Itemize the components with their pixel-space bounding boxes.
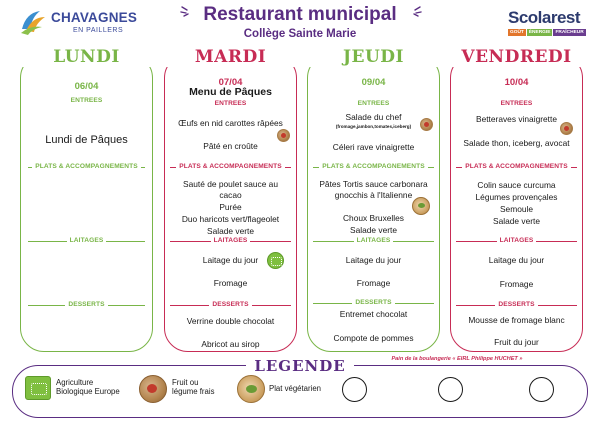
- fruit-icon: [139, 375, 167, 403]
- section-laitages: LAITAGES: [307, 237, 440, 244]
- bio-icon: [267, 252, 284, 269]
- holiday-label: Lundi de Pâques: [45, 134, 128, 146]
- logo-tag: FRAÎCHEUR: [555, 30, 584, 35]
- menu-item: Choux Bruxelles: [343, 213, 404, 223]
- fruit-icon: [420, 118, 433, 131]
- legend-title: LEGENDE: [246, 357, 354, 375]
- vegetarian-icon: [237, 375, 265, 403]
- section-desserts: DESSERTS: [20, 301, 153, 308]
- section-plats: PLATS & ACCOMPAGNEMENTS: [307, 163, 440, 170]
- special-menu-label: Menu de Pâques: [189, 86, 272, 98]
- menu-item: Fromage: [499, 279, 534, 289]
- page-title: Restaurant municipal: [203, 4, 397, 25]
- logo-tag: ÉNERGIE: [528, 30, 551, 35]
- logo-left-name: CHAVAGNES: [51, 10, 138, 25]
- legend-veg-label: Plat végétarien: [269, 384, 322, 393]
- menu-item: Salade verte: [349, 225, 398, 235]
- menu-item: Sauté de poulet sauce au: [183, 179, 278, 189]
- menu-item: cacao: [219, 190, 242, 200]
- menu-item: Pâtes Tortis sauce carbonara: [319, 179, 428, 189]
- day-date-lundi: 06/04: [74, 81, 99, 92]
- menu-item: Œufs en nid carottes râpées: [178, 118, 283, 128]
- menu-item: Verrine double chocolat: [186, 316, 275, 326]
- legend-fruit-label: Fruit ou légume frais: [172, 378, 215, 396]
- menu-item: Abricot au sirop: [201, 339, 260, 349]
- chavagnes-logo: [18, 6, 138, 42]
- menu-item: Salade du chef: [345, 112, 402, 122]
- section-desserts: DESSERTS: [307, 299, 440, 306]
- empty-circle-icon: [342, 377, 367, 402]
- menu-item: Mousse de fromage blanc: [468, 315, 565, 325]
- section-laitages: LAITAGES: [450, 237, 583, 244]
- day-date-mardi: 07/04: [218, 77, 243, 88]
- section-entrees: ENTREES: [164, 100, 297, 107]
- menu-item: Salade verte: [206, 226, 255, 236]
- menu-item: Céleri rave vinaigrette: [332, 142, 415, 152]
- day-name-mardi: MARDI: [164, 47, 297, 67]
- day-name-jeudi: JEUDI: [307, 47, 440, 67]
- menu-item: Fruit du jour: [494, 337, 539, 347]
- menu-item: Fromage: [356, 278, 391, 288]
- menu-item: Fromage: [213, 278, 248, 288]
- legend-bio-label: Agriculture Biologique Europe: [56, 378, 120, 396]
- page-subtitle: Collège Sainte Marie: [243, 28, 357, 40]
- menu-item: Entremet chocolat: [339, 309, 408, 319]
- section-plats: PLATS & ACCOMPAGNEMENTS: [164, 163, 297, 170]
- day-name-lundi: LUNDI: [20, 47, 153, 67]
- menu-item: Laitage du jour: [488, 255, 545, 265]
- section-entrees: ENTREES: [20, 97, 153, 104]
- logo-left-sub: EN PAILLERS: [73, 27, 124, 34]
- sparkle-left-icon: [180, 4, 194, 18]
- day-name-vendredi: VENDREDI: [450, 47, 583, 67]
- section-laitages: LAITAGES: [20, 237, 153, 244]
- section-desserts: DESSERTS: [164, 301, 297, 308]
- menu-item: Légumes provençales: [475, 192, 558, 202]
- section-desserts: DESSERTS: [450, 301, 583, 308]
- menu-item: Laitage du jour: [202, 255, 259, 265]
- bio-icon: [25, 376, 51, 400]
- menu-item: Colin sauce curcuma: [477, 180, 556, 190]
- bread-note: Pain de la boulangerie « EIRL Philippe HUCHET »: [391, 356, 523, 362]
- day-date-jeudi: 09/04: [361, 77, 386, 88]
- menu-item: Compote de pommes: [333, 333, 414, 343]
- fruit-icon: [560, 122, 573, 135]
- section-plats: PLATS & ACCOMPAGNEMENTS: [20, 163, 153, 170]
- section-entrees: ENTREES: [307, 100, 440, 107]
- menu-item: Duo haricots vert/flageolet: [181, 214, 280, 224]
- day-date-vendredi: 10/04: [504, 77, 529, 88]
- section-plats: PLATS & ACCOMPAGNEMENTS: [450, 163, 583, 170]
- logo-right-name: Scolarest: [508, 8, 581, 27]
- section-laitages: LAITAGES: [164, 237, 297, 244]
- menu-item: Betteraves vinaigrette: [475, 114, 557, 124]
- menu-item: Semoule: [499, 204, 534, 214]
- menu-item: Salade thon, iceberg, avocat: [463, 138, 570, 148]
- empty-circle-icon: [438, 377, 463, 402]
- menu-item: Pâté en croûte: [203, 141, 258, 151]
- empty-circle-icon: [529, 377, 554, 402]
- menu-item: Salade verte: [492, 216, 541, 226]
- scolarest-logo: [508, 8, 592, 44]
- menu-item: Laitage du jour: [345, 255, 402, 265]
- sparkle-right-icon: [408, 4, 422, 18]
- menu-item-detail: (fromage,jambon,tomates,iceberg): [335, 124, 412, 129]
- logo-tag: GOÛT: [510, 30, 524, 35]
- section-entrees: ENTREES: [450, 100, 583, 107]
- chavagnes-logo-mark-icon: [18, 7, 48, 37]
- menu-item: Purée: [219, 202, 242, 212]
- menu-item: gnocchis à l'Italienne: [334, 190, 413, 200]
